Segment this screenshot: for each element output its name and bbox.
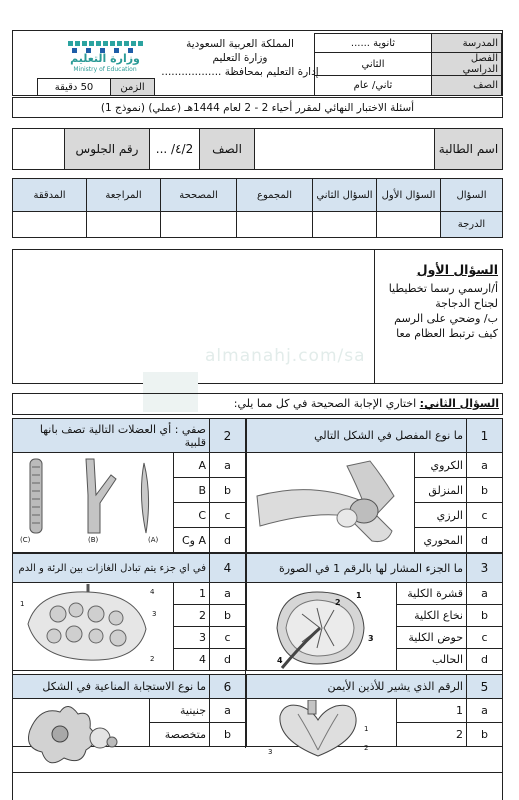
q5-option-a-letter[interactable]: a (467, 699, 503, 723)
q3-option-b[interactable]: نخاع الكلية (397, 605, 467, 627)
time-value: 50 دقيقة (38, 79, 111, 96)
semester-label: الفصل الدراسي (432, 53, 502, 76)
q2-number: 2 (210, 419, 246, 453)
kidney-label-2: 2 (335, 598, 341, 607)
q4-option-d[interactable]: 4 (174, 649, 210, 671)
q1-number: 1 (467, 419, 503, 453)
student-name-label: اسم الطالبة (435, 129, 503, 170)
lung-label-4: 4 (150, 588, 155, 596)
q2-instruction: اختاري الإجابة الصحيحة في كل مما يلي: (233, 397, 417, 410)
q4-number: 4 (210, 554, 246, 583)
q2-title: السؤال الثاني: (419, 397, 499, 410)
q2-option-d-letter[interactable]: d (210, 528, 246, 553)
q3-option-d-letter[interactable]: d (467, 649, 503, 671)
exam-title: أسئلة الاختبار النهائي لمقرر أحياء 2 - 2 لعام 1444هـ (عملي) (نموذج 1) (12, 97, 503, 118)
q1-line-2: لجناح الدجاجة (435, 297, 498, 310)
grade-value: ثاني/ عام (315, 76, 432, 96)
q3-question-text: ما الجزء المشار لها بالرقم 1 في الصورة (247, 554, 467, 583)
student-name-field[interactable] (255, 129, 435, 170)
q1-title: السؤال الأول (416, 262, 498, 277)
lung-label-3: 3 (152, 610, 157, 618)
ministry-block (160, 37, 320, 79)
kidney-label-3: 3 (368, 634, 374, 643)
q4-option-c-letter[interactable]: c (210, 627, 246, 649)
q2-option-d[interactable]: A وC (174, 528, 210, 553)
q4-option-c[interactable]: 3 (174, 627, 210, 649)
q1-line-1: أ/ارسمي رسما تخطيطيا (388, 282, 498, 295)
q4-option-d-letter[interactable]: d (210, 649, 246, 671)
heart-image (268, 700, 368, 758)
q6-question-text: ما نوع الاستجابة المناعية في الشكل (13, 675, 210, 699)
grade-label: الصف (432, 76, 502, 96)
grades-row-label: الدرجة (441, 212, 503, 238)
q3-option-a[interactable]: قشرة الكلية (397, 583, 467, 605)
q3-option-b-letter[interactable]: b (467, 605, 503, 627)
q1-line-3: ب/ وضحي على الرسم (394, 312, 498, 325)
q2-option-a-letter[interactable]: a (210, 453, 246, 478)
q3-option-d[interactable]: الحالب (397, 649, 467, 671)
class-value: 2/٤/ ... (150, 129, 200, 170)
grade-cell-q1[interactable] (377, 212, 441, 238)
immune-response-figure (20, 700, 130, 772)
q2-header (234, 397, 499, 410)
q5-number: 5 (467, 675, 503, 699)
grades-header-q1: السؤال الأول (377, 179, 441, 212)
kidney-label-4: 4 (277, 656, 283, 665)
q1-option-c-letter[interactable]: c (467, 503, 503, 528)
q4-option-b[interactable]: 2 (174, 605, 210, 627)
q1-option-b-letter[interactable]: b (467, 478, 503, 503)
watermark: almanahj.com/sa (205, 346, 366, 366)
q5-option-b[interactable]: 2 (397, 723, 467, 747)
q1-line-4: كيف ترتبط العظام معا (396, 327, 498, 340)
grades-header-reviewer: المراجعة (87, 179, 161, 212)
muscle-tissue-image (16, 455, 166, 547)
q3-option-c[interactable]: حوض الكلية (397, 627, 467, 649)
logo-text: وزارة التعليم (70, 52, 140, 65)
kidney-label-1: 1 (356, 591, 362, 600)
grades-table (12, 178, 503, 238)
q2-option-c-letter[interactable]: c (210, 503, 246, 528)
q4-option-b-letter[interactable]: b (210, 605, 246, 627)
muscle-label-a: (A) (148, 536, 159, 544)
q2-option-b[interactable]: B (174, 478, 210, 503)
q6-option-a[interactable]: جنينية (150, 699, 210, 723)
heart-figure (268, 700, 368, 758)
q1-option-b[interactable]: المنزلق (415, 478, 467, 503)
class-label: الصف (200, 129, 255, 170)
q6-option-a-letter[interactable]: a (210, 699, 246, 723)
grade-cell-reviewer[interactable] (87, 212, 161, 238)
q5-option-a[interactable]: 1 (397, 699, 467, 723)
q1-question-text: ما نوع المفصل في الشكل التالي (247, 419, 467, 453)
q2-option-b-letter[interactable]: b (210, 478, 246, 503)
q3-option-c-letter[interactable]: c (467, 627, 503, 649)
grade-cell-total[interactable] (237, 212, 313, 238)
grades-header-question: السؤال (441, 179, 503, 212)
time-table (37, 78, 155, 96)
seat-number-field[interactable] (13, 129, 65, 170)
grades-header-total: المجموع (237, 179, 313, 212)
lung-alveoli-figure (18, 584, 158, 670)
lung-label-1: 1 (20, 600, 25, 608)
q2-question-text: صفي : أي العضلات التالية تصف بانها قلبية (13, 419, 210, 453)
q2-option-c[interactable]: C (174, 503, 210, 528)
q1-option-d-letter[interactable]: d (467, 528, 503, 553)
q6-option-b[interactable]: متخصصة (150, 723, 210, 747)
grades-header-corrector: المصححة (161, 179, 237, 212)
school-info-table (314, 33, 502, 96)
logo-subtext: Ministry of Education (73, 66, 137, 73)
student-row-table (12, 128, 503, 170)
school-label: المدرسة (432, 34, 502, 53)
q1-option-d[interactable]: المحوري (415, 528, 467, 553)
q1-text-block (378, 262, 498, 341)
heart-label-3: 3 (268, 748, 273, 756)
q6-option-b-letter[interactable]: b (210, 723, 246, 747)
q1-divider (374, 249, 375, 384)
grades-header-auditor: المدققة (13, 179, 87, 212)
muscle-types-figure (16, 455, 166, 547)
q6-number: 6 (210, 675, 246, 699)
elbow-joint-figure (252, 456, 407, 548)
ministry-text: وزارة التعليم (212, 52, 268, 64)
mcq-bottom-line (12, 772, 503, 773)
phagocyte-image (20, 700, 130, 772)
muscle-label-b: (B) (88, 536, 99, 544)
q4-question-text: في اي جزء يتم تبادل الغازات بين الرئة و الدم (13, 554, 210, 583)
q1-option-a-letter[interactable]: a (467, 453, 503, 478)
muscle-label-c: (C) (20, 536, 31, 544)
time-label: الزمن (111, 79, 155, 96)
kingdom-text: المملكة العربية السعودية (186, 38, 294, 50)
heart-label-2: 2 (364, 744, 369, 752)
semester-value: الثاني (315, 53, 432, 76)
q3-number: 3 (467, 554, 503, 583)
q1-option-c[interactable]: الرزي (415, 503, 467, 528)
q2-option-a[interactable]: A (174, 453, 210, 478)
grade-cell-corrector[interactable] (161, 212, 237, 238)
grades-header-q2: السؤال الثاني (313, 179, 377, 212)
q4-option-a[interactable]: 1 (174, 583, 210, 605)
q5-question-text: الرقم الذي يشير للأذين الأيمن (247, 675, 467, 699)
q5-option-b-letter[interactable]: b (467, 723, 503, 747)
elbow-joint-image (252, 456, 407, 548)
q3-option-a-letter[interactable]: a (467, 583, 503, 605)
lung-label-2: 2 (150, 655, 155, 663)
q1-option-a[interactable]: الكروي (415, 453, 467, 478)
heart-label-1: 1 (364, 725, 369, 733)
q4-option-a-letter[interactable]: a (210, 583, 246, 605)
seat-number-label: رقم الجلوس (65, 129, 150, 170)
grade-cell-q2[interactable] (313, 212, 377, 238)
alveoli-image (18, 584, 158, 670)
directorate-text: إدارة التعليم بمحافظة .................. (161, 66, 319, 78)
grade-cell-auditor[interactable] (13, 212, 87, 238)
school-value: ثانوية ...... (315, 34, 432, 53)
